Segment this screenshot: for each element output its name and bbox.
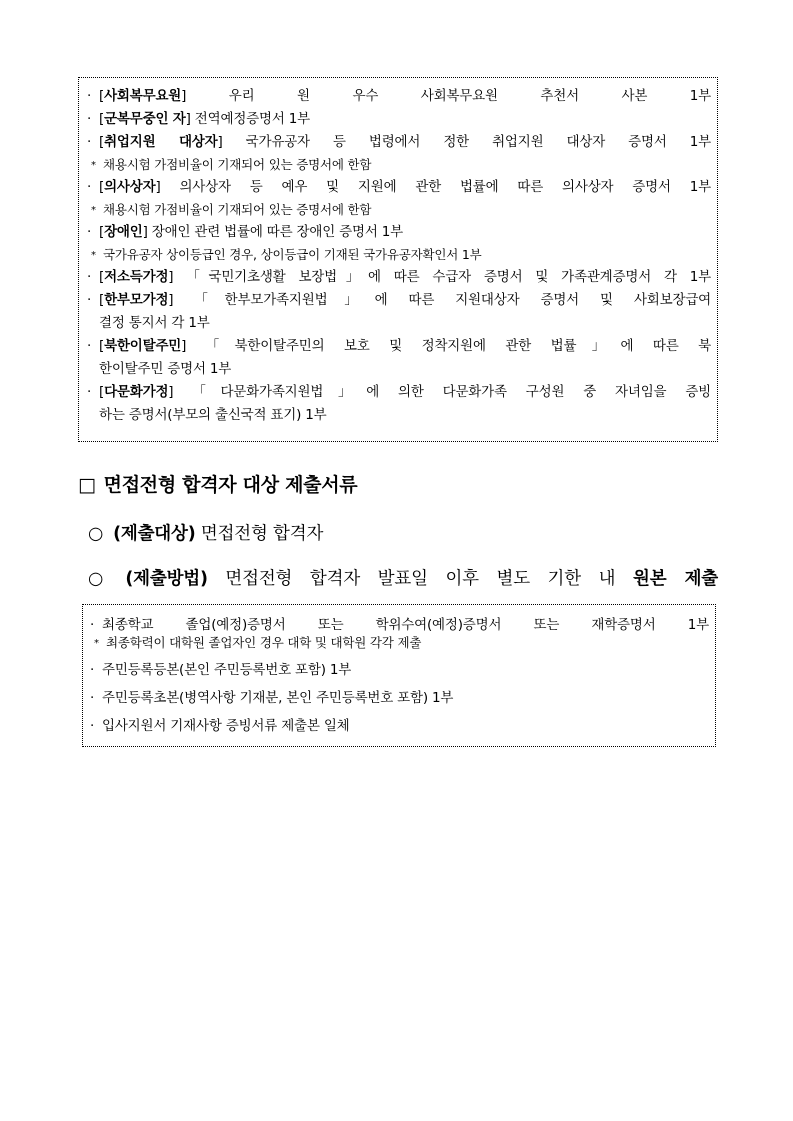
bullet: · — [87, 179, 92, 195]
bullet: · — [90, 690, 95, 706]
item-tag: 다문화가정 — [104, 384, 169, 400]
item-tag: 취업지원 대상자 — [104, 134, 218, 150]
item-text: 「다문화가족지원법」에 의한 다문화가족 구성원 중 자녀임을 증빙 — [173, 384, 711, 400]
item-text-continued: 결정 통지서 각 1부 — [99, 315, 210, 331]
list-item — [90, 712, 709, 740]
list-item — [90, 656, 709, 684]
item-text: 「북한이탈주민의 보호 및 정착지원에 관한 법률」에 따른 북 — [186, 338, 711, 354]
item-note — [87, 244, 711, 266]
target-text: 면접전형 합격자 — [195, 524, 324, 544]
interview-documents-box — [82, 604, 716, 747]
note-text: 채용시험 가점비율이 기재되어 있는 증명서에 한함 — [103, 157, 372, 172]
item-tag: 사회복무요원 — [104, 88, 182, 104]
list-item: · [장애인] 장애인 관련 법률에 따른 장애인 증명서 1부 — [87, 221, 711, 244]
asterisk-icon: * — [94, 638, 99, 649]
item-text: 「한부모가족지원법」에 따른 지원대상자 증명서 및 사회보장급여 — [173, 292, 711, 308]
asterisk-icon: * — [91, 205, 96, 216]
item-tag: 장애인 — [104, 224, 143, 240]
item-note — [87, 199, 711, 221]
bullet: · — [87, 134, 92, 150]
item-tag: 군복무중인 자 — [104, 111, 186, 127]
bullet: · — [90, 662, 95, 678]
section-heading — [78, 470, 357, 497]
method-label: (제출방법) — [125, 569, 208, 589]
list-item: · [군복무중인 자] 전역예정증명서 1부 — [87, 108, 711, 131]
note-text: 국가유공자 상이등급인 경우, 상이등급이 기재된 국가유공자확인서 1부 — [103, 247, 482, 262]
square-bullet-icon: □ — [78, 474, 96, 496]
item-text-continued: 하는 증명서(부모의 출신국적 표기) 1부 — [99, 407, 327, 423]
list-item: · [취업지원 대상자] 국가유공자 등 법령에서 정한 취업지원 대상자 증명서 1부 — [87, 131, 711, 154]
item-text: 의사상자 등 예우 및 지원에 관한 법률에 따른 의사상자 증명서 1부 — [160, 179, 711, 195]
list-item: · [북한이탈주민] 「북한이탈주민의 보호 및 정착지원에 관한 법률」에 따른 북 한이탈주민 증명서 1부 — [87, 335, 711, 381]
bullet: · — [87, 292, 92, 308]
circle-bullet-icon: ○ — [88, 524, 104, 544]
item-text: 최종학교 졸업(예정)증명서 또는 학위수여(예정)증명서 또는 재학증명서 1부 — [102, 617, 709, 633]
circle-bullet-icon: ○ — [88, 569, 116, 589]
bullet: · — [87, 88, 92, 104]
bullet: · — [87, 269, 92, 285]
submission-method — [88, 565, 718, 590]
asterisk-icon: * — [91, 250, 96, 261]
bullet: · — [87, 338, 92, 354]
bullet: · — [90, 718, 95, 734]
item-text: 「국민기초생활 보장법」에 따른 수급자 증명서 및 가족관계증명서 각 1부 — [173, 269, 711, 285]
method-bold-text: 원본 제출 — [632, 569, 718, 589]
note-text: 채용시험 가점비율이 기재되어 있는 증명서에 한함 — [103, 202, 372, 217]
item-note — [87, 154, 711, 176]
list-item — [90, 684, 709, 712]
item-text: 우리 원 우수 사회복무요원 추천서 사본 1부 — [186, 88, 711, 104]
item-text: 국가유공자 등 법령에서 정한 취업지원 대상자 증명서 1부 — [222, 134, 711, 150]
submission-target — [88, 520, 323, 545]
list-item: · [한부모가정] 「한부모가족지원법」에 따른 지원대상자 증명서 및 사회보장급여 결정 통지서 각 1부 — [87, 289, 711, 335]
item-tag: 한부모가정 — [104, 292, 169, 308]
bullet: · — [90, 617, 95, 633]
note-text: 최종학력이 대학원 졸업자인 경우 대학 및 대학원 각각 제출 — [106, 635, 422, 650]
bullet: · — [87, 111, 92, 127]
item-text: 주민등록초본(병역사항 기재분, 본인 주민등록번호 포함) 1부 — [102, 690, 454, 706]
item-text: 전역예정증명서 1부 — [190, 111, 311, 127]
target-label: (제출대상) — [113, 524, 196, 544]
list-item: · [저소득가정] 「국민기초생활 보장법」에 따른 수급자 증명서 및 가족관계증명서 각 1부 — [87, 266, 711, 289]
bonus-documents-box — [78, 77, 718, 442]
asterisk-icon: * — [91, 160, 96, 171]
method-text: 면접전형 합격자 발표일 이후 별도 기한 내 — [207, 569, 633, 589]
list-item: · [의사상자] 의사상자 등 예우 및 지원에 관한 법률에 따른 의사상자 증명서 1부 — [87, 176, 711, 199]
item-text: 주민등록등본(본인 주민등록번호 포함) 1부 — [102, 662, 352, 678]
item-text: 입사지원서 기재사항 증빙서류 제출본 일체 — [102, 718, 350, 734]
bullet: · — [87, 384, 92, 400]
item-tag: 저소득가정 — [104, 269, 169, 285]
item-text: 장애인 관련 법률에 따른 장애인 증명서 1부 — [147, 224, 404, 240]
item-tag: 북한이탈주민 — [104, 338, 182, 354]
section-title: 면접전형 합격자 대상 제출서류 — [103, 474, 358, 496]
item-text-continued: 한이탈주민 증명서 1부 — [99, 361, 232, 377]
item-tag: 의사상자 — [104, 179, 156, 195]
list-item: · [다문화가정] 「다문화가족지원법」에 의한 다문화가족 구성원 중 자녀임을 증빙 하는 증명서(부모의 출신국적 표기) 1부 — [87, 381, 711, 427]
item-note — [90, 634, 709, 652]
list-item: · [사회복무요원] 우리 원 우수 사회복무요원 추천서 사본 1부 — [87, 85, 711, 108]
bullet: · — [87, 224, 92, 240]
